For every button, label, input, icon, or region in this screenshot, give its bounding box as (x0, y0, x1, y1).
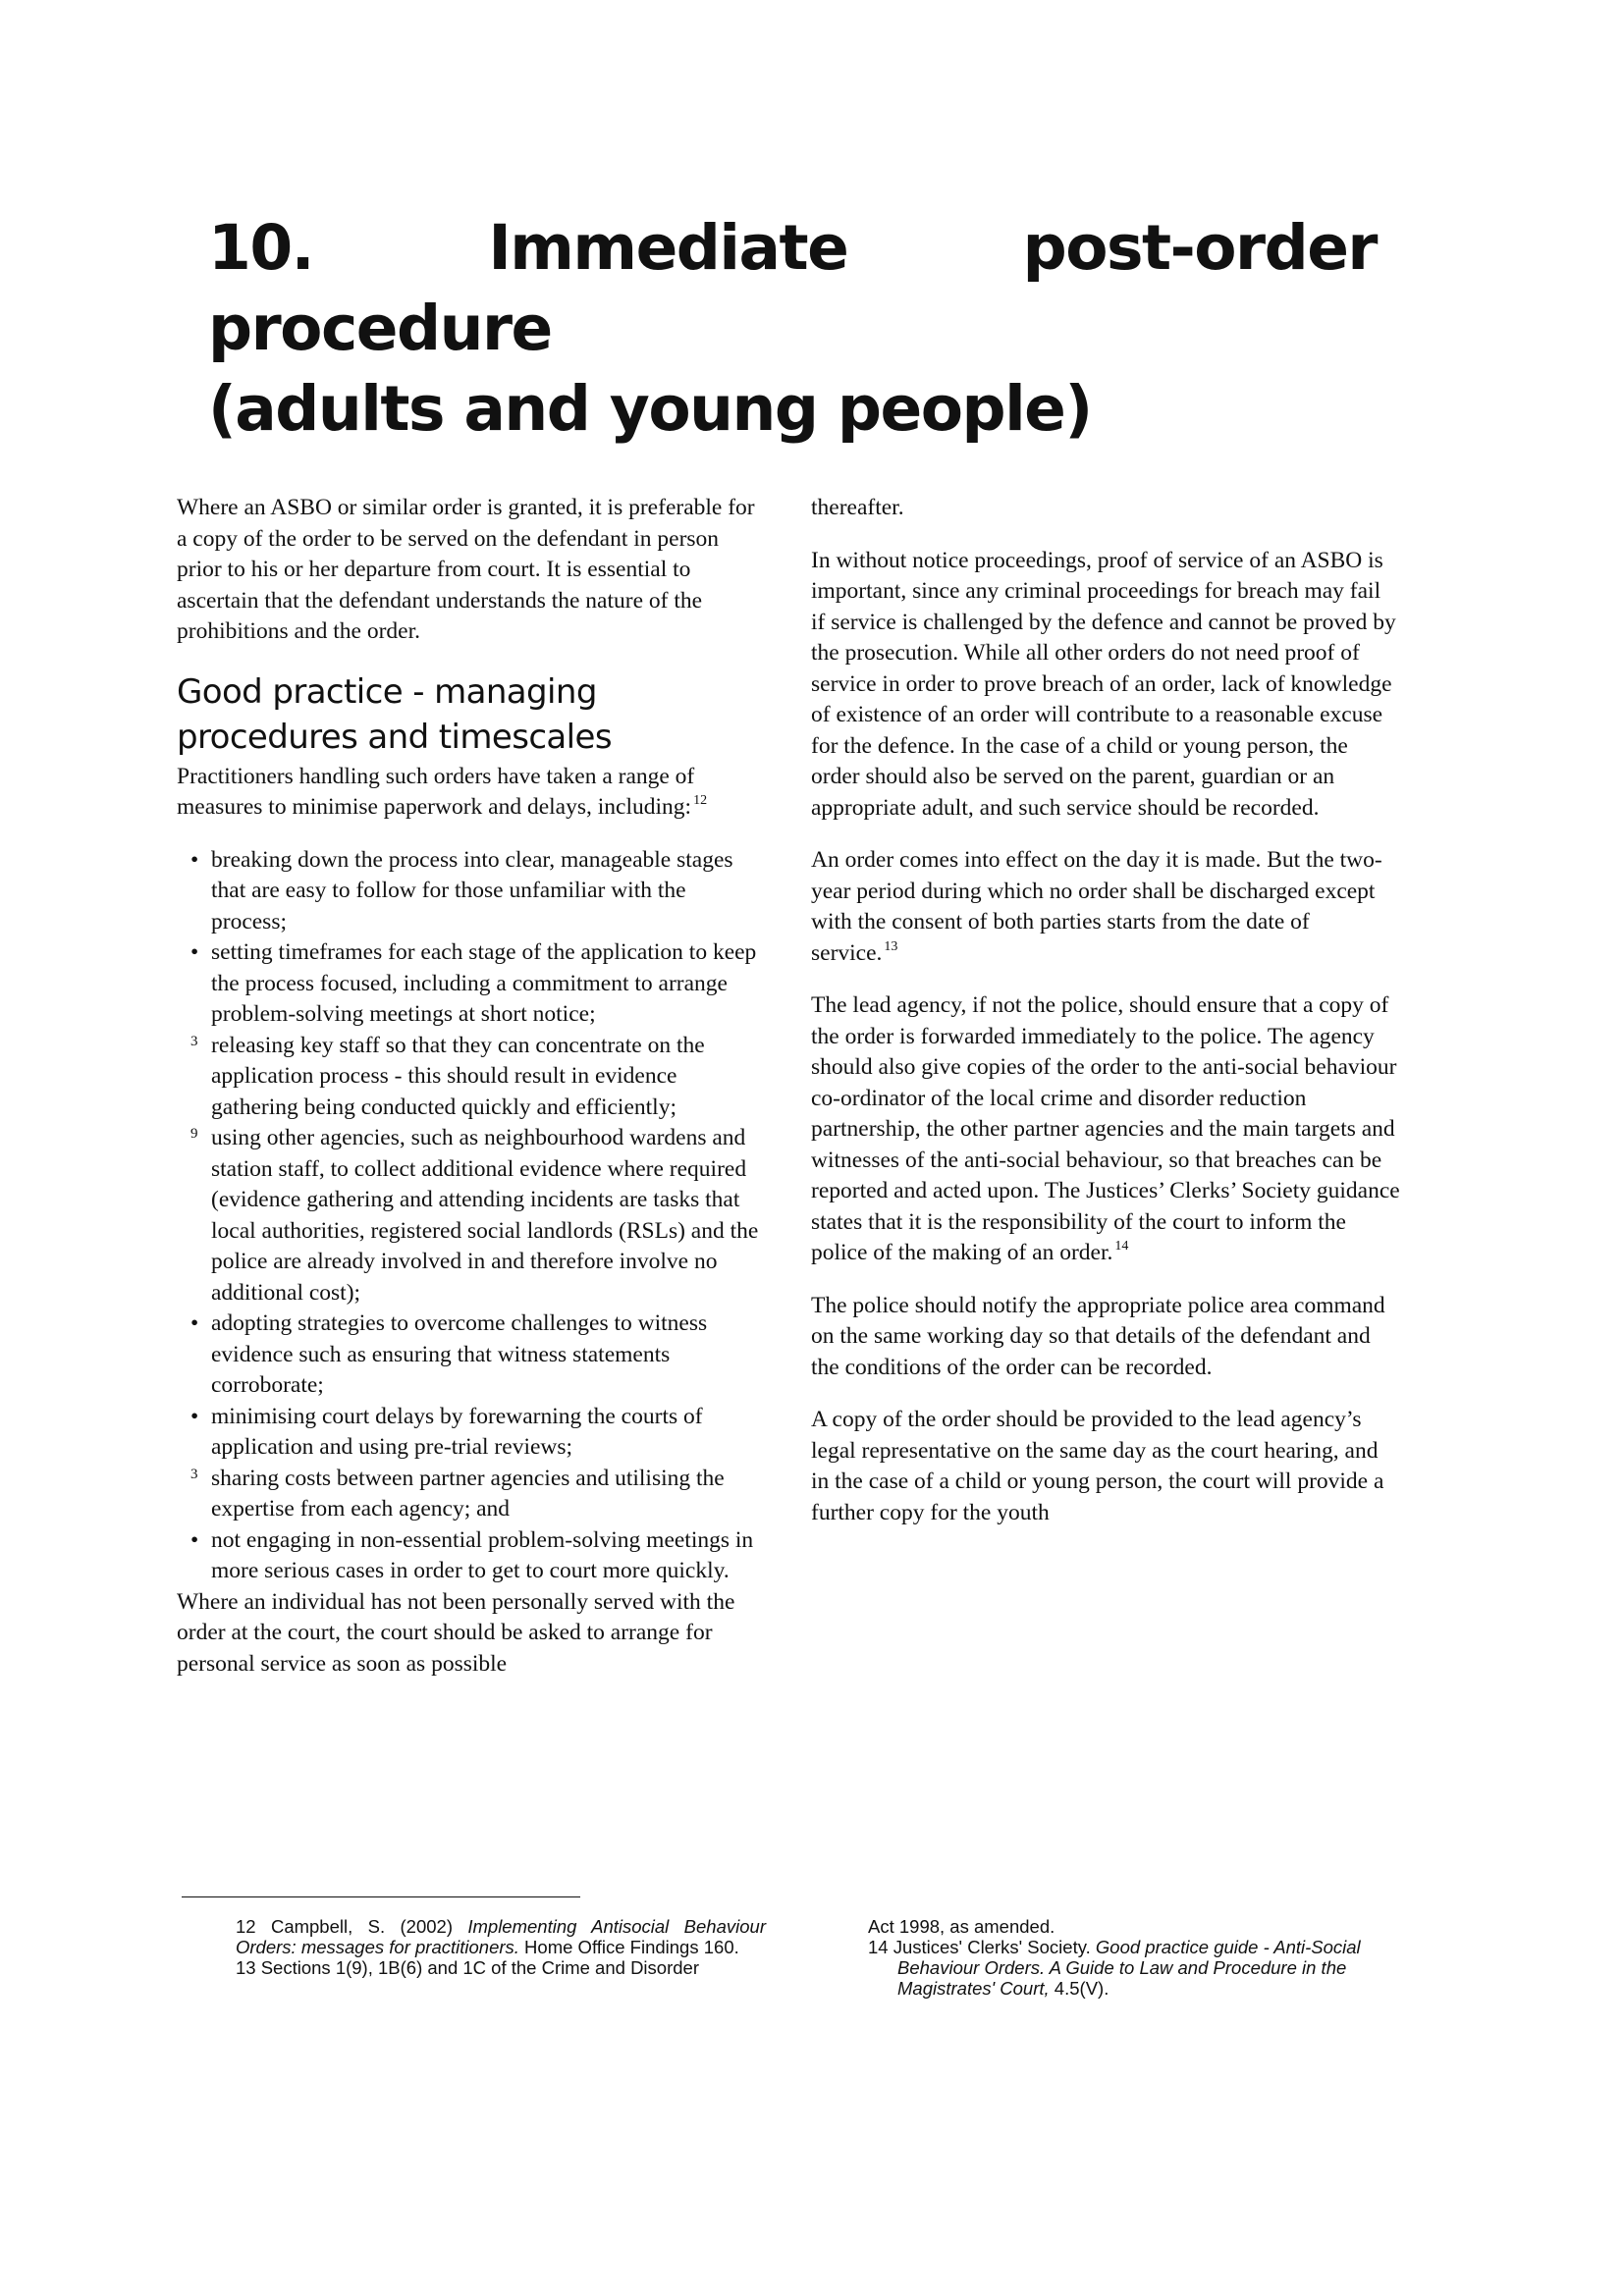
title-line-2: (adults and young people) (208, 373, 1092, 445)
bullet-marker: • (190, 1310, 199, 1336)
footnote-14-prefix: 14 Justices' Clerks' Society. (868, 1937, 1096, 1957)
list-item (177, 1464, 766, 1525)
list-item-text: setting timeframes for each stage of the application to keep the process focused, including a commitment to arrange problem-solving meetings at short notice; (211, 939, 757, 1027)
bullet-marker: 3 (190, 1466, 198, 1482)
footnote-12-prefix: 12 Campbell, S. (2002) (236, 1916, 468, 1937)
copy-order-paragraph: A copy of the order should be provided to the lead agency’s legal representative on the same day as the court hearing, and in the case of a child or young person, the court will provide a further copy for the youth (811, 1407, 1384, 1525)
footnote-12 (236, 1916, 766, 1957)
footnote-12-title: Implementing Antisocial Behaviour Orders: messages for practitioners. (236, 1916, 766, 1957)
list-item (177, 1123, 766, 1308)
bullet-marker: • (190, 939, 199, 965)
list-item (177, 937, 766, 1031)
list-item-text: minimising court delays by forewarning the courts of application and using pre-trial reviews; (211, 1403, 703, 1460)
footnote-14-suffix: 4.5(V). (1049, 1978, 1109, 1999)
list-item (177, 1525, 766, 1587)
footnote-13-continued: Act 1998, as amended. (868, 1916, 1055, 1937)
closing-paragraph: Where an individual has not been personally served with the order at the court, the court should be asked to arrange for personal service as soon as possible (177, 1588, 735, 1677)
bullet-marker: • (190, 1526, 199, 1553)
list-item (177, 1402, 766, 1464)
footnote-14-title: Good practice guide - Anti-Social Behaviour Orders. A Guide to Law and Procedure in the Magistrates' Court, (897, 1937, 1361, 1999)
list-item (177, 845, 766, 938)
proof-of-service-paragraph: In without notice proceedings, proof of service of an ASBO is important, since any criminal proceedings for breach may fail if service is challenged by the defence and cannot be proved by the prosecution. While all other orders do not need proof of service in order to prove breach of an order, lack of knowledge of existence of an order will contribute to a reasonable excuse for the defence. In the case of a child or young person, the order should also be served on the parent, guardian or an appropriate adult, and such service should be recorded. (811, 547, 1396, 821)
section-subheading: Good practice - managing procedures and timescales (177, 671, 612, 757)
footnotes-right (868, 1916, 1398, 1999)
lead-agency-text: The lead agency, if not the police, should ensure that a copy of the order is forwarded immediately to the police. The agency should also give copies of the order to the anti-social behaviour co-ordinator of the local crime and disorder reduction partnership, the other partner agencies and the main targets and witnesses of the anti-social behaviour, so that breaches can be reported and acted upon. The Justices’ Clerks’ Society guidance states that it is the responsibility of the court to inform the police of the making of an order. (811, 992, 1400, 1265)
effect-text: An order comes into effect on the day it is made. But the two-year period during which no order shall be discharged except with the consent of both parties starts from the date of service. (811, 847, 1382, 966)
list-item-text: sharing costs between partner agencies and utilising the expertise from each agency; and (211, 1465, 725, 1522)
bullet-marker: • (190, 846, 199, 873)
intro-paragraph: Where an ASBO or similar order is granted, it is preferable for a copy of the order to be served on the defendant in person prior to his or her departure from court. It is essential to ascertain that the defendant understands the nature of the prohibitions and the order. (177, 495, 755, 644)
lead-agency-paragraph (811, 990, 1400, 1269)
page-title (208, 208, 1377, 450)
footnote-ref-14[interactable]: 14 (1114, 1239, 1129, 1254)
list-item (177, 1308, 766, 1402)
footnote-ref-13[interactable]: 13 (884, 938, 898, 954)
list-item-text: not engaging in non-essential problem-solving meetings in more serious cases in order to get to court more quickly. (211, 1526, 754, 1583)
footnote-ref-12[interactable]: 12 (693, 793, 708, 808)
title-line-1: 10. Immediate post-order procedure (208, 212, 1377, 364)
police-notify-paragraph: The police should notify the appropriate police area command on the same working day so that details of the defendant and the conditions of the order can be recorded. (811, 1292, 1385, 1380)
measures-list (177, 845, 766, 1587)
footnote-13: 13 Sections 1(9), 1B(6) and 1C of the Crime and Disorder (236, 1957, 699, 1978)
footnote-divider (182, 1896, 580, 1897)
footnote-14 (868, 1937, 1398, 1999)
bullet-marker: 9 (190, 1126, 198, 1142)
bullet-marker: • (190, 1403, 199, 1429)
continued-paragraph: thereafter. (811, 495, 904, 520)
lead-in-paragraph (177, 762, 766, 824)
right-column (811, 493, 1400, 1550)
list-item-text: releasing key staff so that they can concentrate on the application process - this should result in evidence gathering being conducted quickly and efficiently; (211, 1032, 705, 1120)
list-item-text: breaking down the process into clear, manageable stages that are easy to follow for those unfamiliar with the process; (211, 846, 733, 934)
list-item-text: using other agencies, such as neighbourhood wardens and station staff, to collect additional evidence where required (evidence gathering and attending incidents are tasks that local authorities, registered social landlords (RSLs) and the police are already involved in and therefore involve no additional cost); (211, 1125, 759, 1306)
list-item (177, 1031, 766, 1124)
bullet-marker: 3 (190, 1033, 198, 1049)
footnote-12-suffix: Home Office Findings 160. (518, 1937, 739, 1957)
effect-paragraph (811, 845, 1400, 969)
footnotes-left (236, 1916, 766, 1978)
list-item-text: adopting strategies to overcome challenges to witness evidence such as ensuring that witness statements corroborate; (211, 1310, 708, 1398)
lead-in-text: Practitioners handling such orders have taken a range of measures to minimise paperwork and delays, including: (177, 763, 695, 820)
left-column (177, 493, 766, 1680)
